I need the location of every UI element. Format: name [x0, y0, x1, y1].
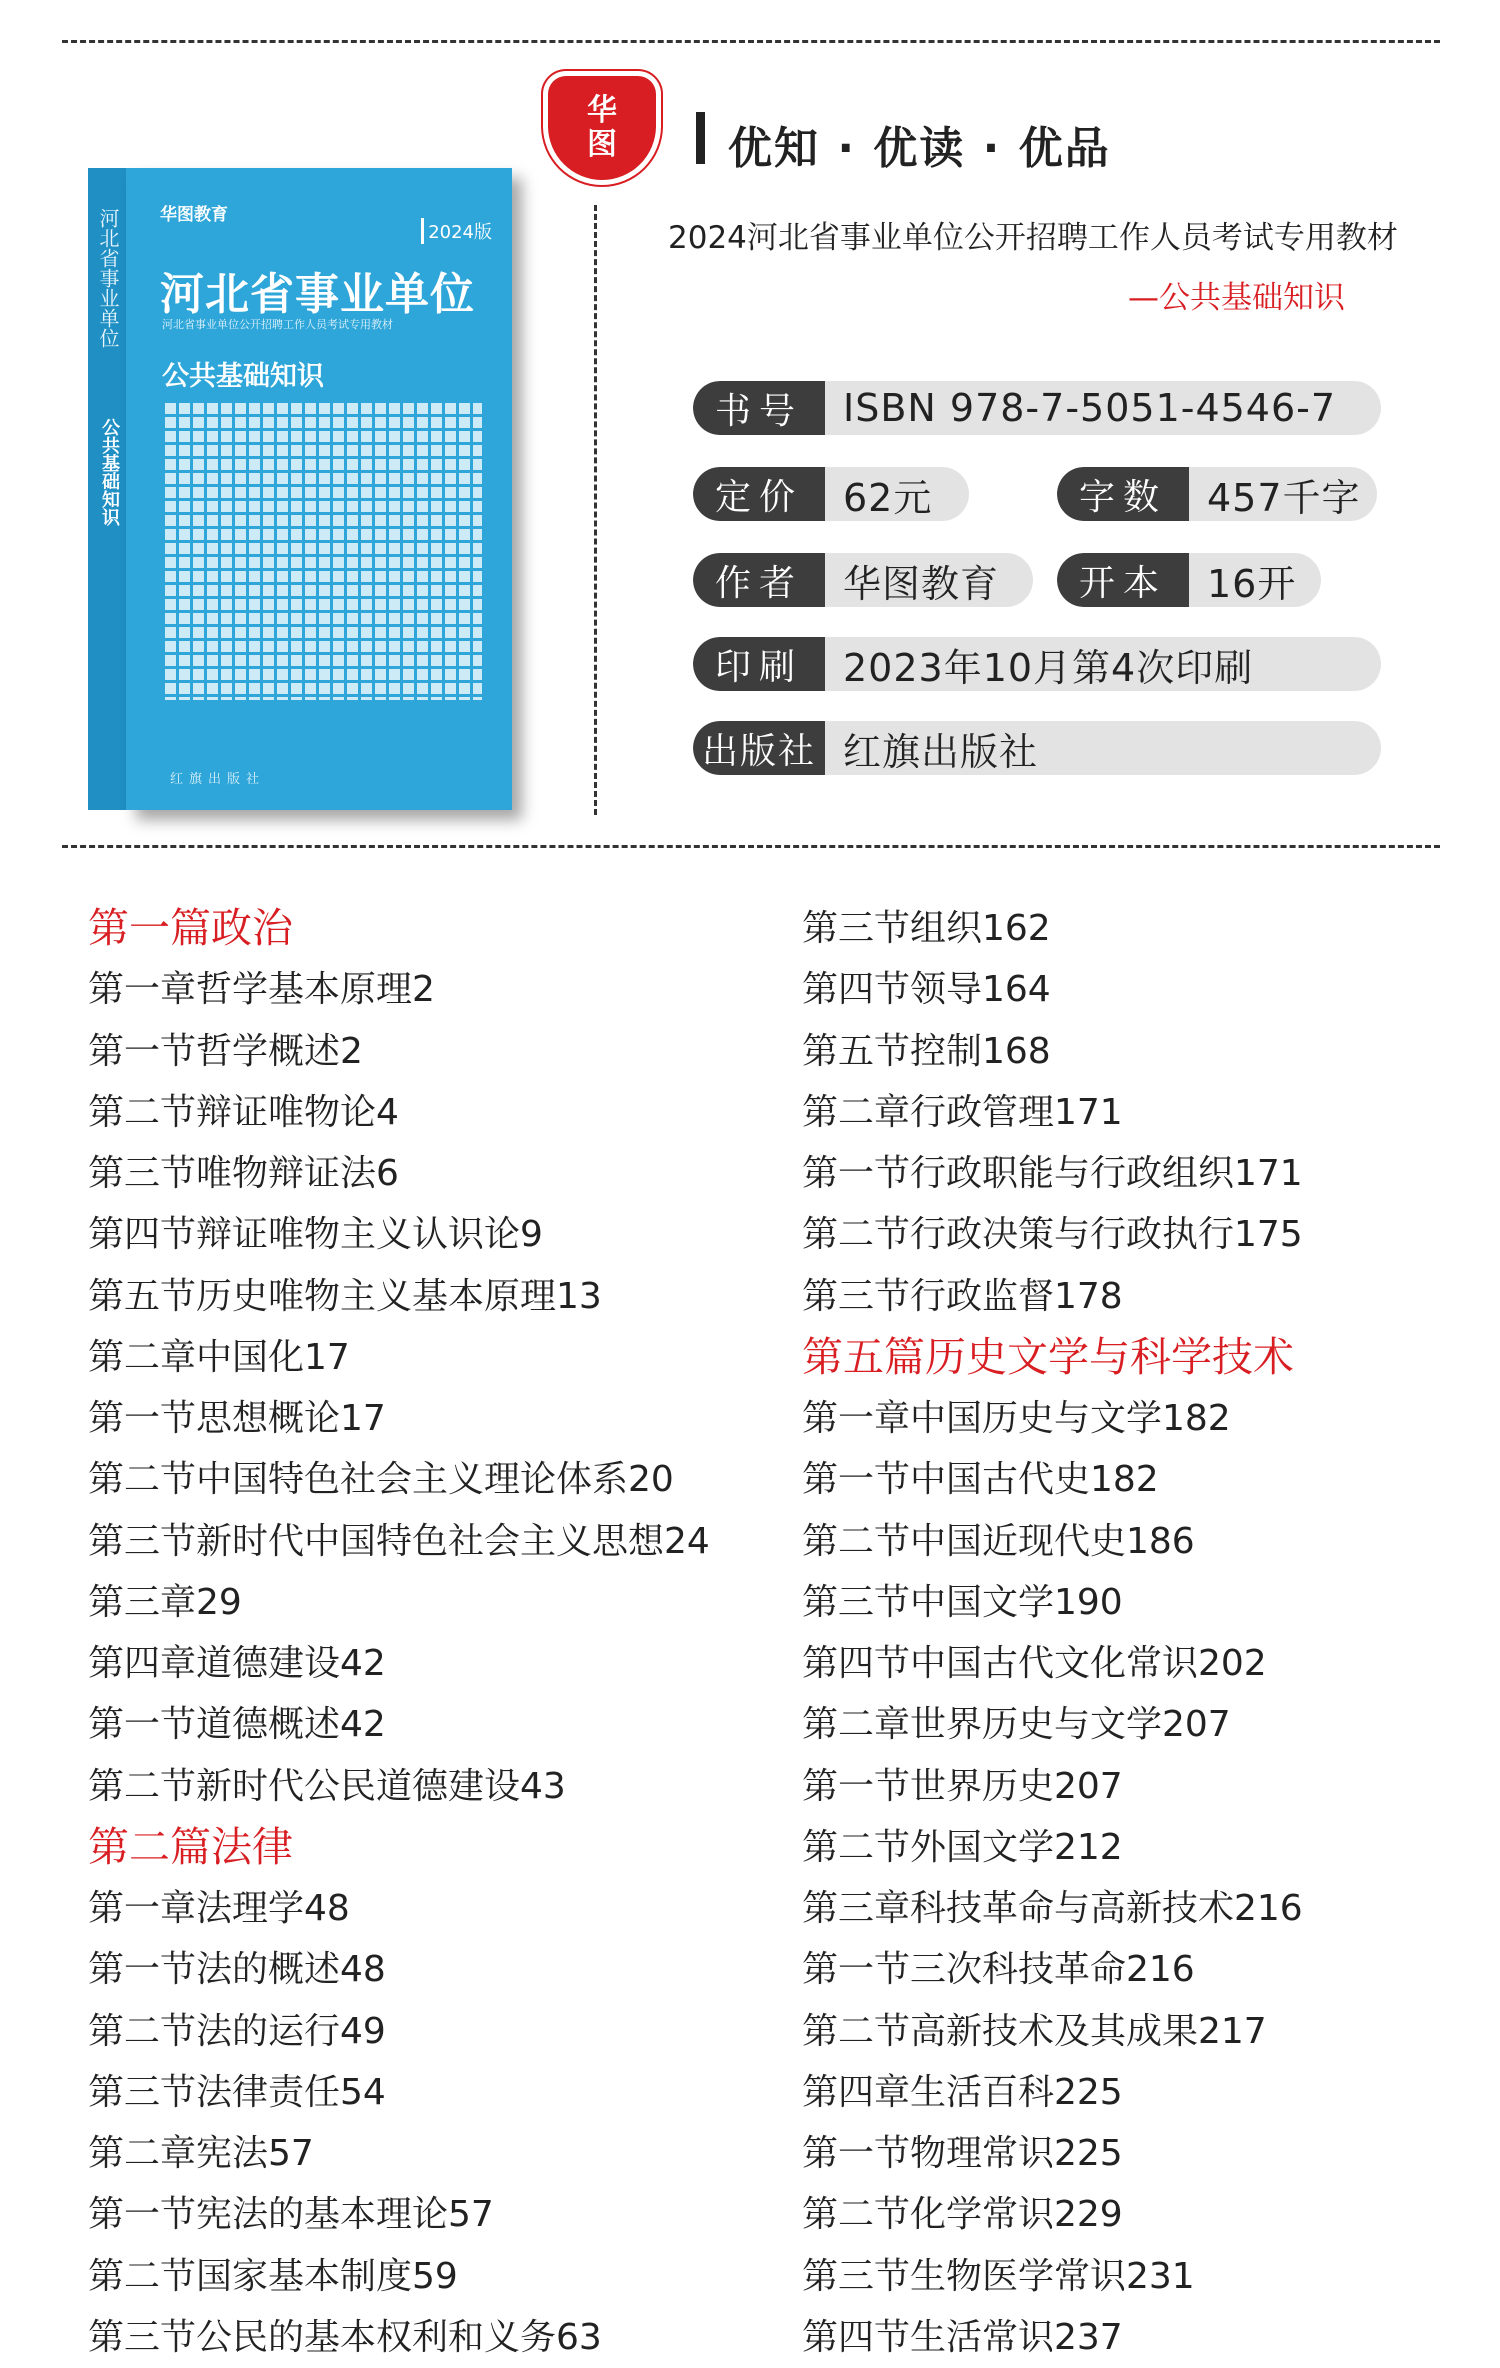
toc-entry: 第一节世界历史207	[802, 1765, 1123, 1807]
isbn-label: 书号	[693, 381, 825, 435]
publisher-value: 红旗出版社	[843, 729, 1039, 774]
words-value: 457千字	[1207, 475, 1361, 520]
badge-char-top: 华	[587, 93, 617, 128]
price-value: 62元	[843, 475, 933, 520]
toc-entry: 第二章中国化17	[88, 1336, 350, 1378]
toc-entry: 第三节中国文学190	[802, 1581, 1123, 1623]
toc-entry: 第二章世界历史与文学207	[802, 1704, 1231, 1746]
cover-year: 2024版	[421, 218, 492, 244]
toc-entry: 第五节控制168	[802, 1030, 1051, 1072]
toc-entry: 第二节新时代公民道德建设43	[88, 1765, 566, 1807]
toc-entry: 第一章法理学48	[88, 1888, 350, 1929]
toc-part-heading: 第五篇历史文学与科学技术	[802, 1332, 1294, 1381]
toc-entry: 第二节中国特色社会主义理论体系20	[88, 1459, 674, 1501]
middle-divider	[62, 845, 1440, 848]
spine-title: 河北省事业单位	[96, 208, 120, 348]
toc-entry: 第二节高新技术及其成果217	[802, 2010, 1267, 2052]
toc-entry: 第三章29	[88, 1581, 242, 1623]
author-value: 华图教育	[843, 561, 1000, 606]
words-label: 字数	[1057, 467, 1189, 521]
toc-entry: 第三节行政监督178	[802, 1275, 1123, 1317]
toc-entry: 第二章宪法57	[88, 2133, 314, 2174]
toc-entry: 第三节新时代中国特色社会主义思想24	[88, 1520, 710, 1562]
toc-entry: 第二节行政决策与行政执行175	[802, 1214, 1303, 1256]
book-title: 2024河北省事业单位公开招聘工作人员考试专用教材	[668, 220, 1398, 256]
print-pill	[693, 637, 1381, 691]
cover-subline: 河北省事业单位公开招聘工作人员考试专用教材	[162, 318, 393, 331]
isbn-pill	[693, 381, 1381, 435]
toc-right-column	[802, 898, 1303, 2368]
huatu-logo-badge	[548, 76, 656, 180]
toc-entry: 第二节法的运行49	[88, 2010, 386, 2052]
book-spine	[88, 168, 126, 810]
format-pill	[1057, 553, 1321, 607]
top-divider	[62, 40, 1440, 43]
toc-entry: 第三节唯物辩证法6	[88, 1153, 399, 1194]
price-pill	[693, 467, 969, 521]
toc-entry: 第四节辩证唯物主义认识论9	[88, 1214, 543, 1256]
toc-entry: 第二节化学常识229	[802, 2194, 1123, 2236]
toc-entry: 第一节思想概论17	[88, 1398, 386, 1439]
slogan-bar	[696, 112, 705, 164]
toc-part-heading: 第二篇法律	[88, 1822, 293, 1871]
price-label: 定价	[693, 467, 825, 521]
toc-entry: 第五节历史唯物主义基本原理13	[88, 1275, 602, 1317]
toc-entry: 第二章行政管理171	[802, 1091, 1123, 1133]
toc-entry: 第一章中国历史与文学182	[802, 1398, 1231, 1439]
publisher-label: 出版社	[693, 721, 825, 775]
toc-entry: 第二节中国近现代史186	[802, 1520, 1195, 1562]
print-label: 印刷	[693, 637, 825, 691]
toc-entry: 第三节组织162	[802, 908, 1051, 949]
toc-entry: 第三节生物医学常识231	[802, 2255, 1195, 2297]
isbn-value: ISBN 978-7-5051-4546-7	[843, 386, 1337, 430]
spine-subtitle: 公共基础知识	[99, 418, 120, 526]
toc-part-heading: 第一篇政治	[88, 904, 293, 952]
toc-entry: 第一节行政职能与行政组织171	[802, 1153, 1303, 1194]
brand-slogan: 优知 · 优读 · 优品	[728, 123, 1111, 174]
toc-entry: 第一节法的概述48	[88, 1949, 386, 1991]
toc-entry: 第一节三次科技革命216	[802, 1949, 1195, 1991]
toc-entry: 第三章科技革命与高新技术216	[802, 1888, 1303, 1929]
badge-char-bottom: 图	[587, 127, 617, 162]
cover-grid-pattern	[162, 400, 482, 700]
book-subtitle: —公共基础知识	[1128, 280, 1345, 316]
toc-entry: 第四节中国古代文化常识202	[802, 1643, 1267, 1684]
words-pill	[1057, 467, 1377, 521]
format-value: 16开	[1207, 561, 1297, 606]
toc-entry: 第一章哲学基本原理2	[88, 969, 435, 1011]
toc-entry: 第四节领导164	[802, 969, 1051, 1011]
publisher-pill	[693, 721, 1381, 775]
toc-entry: 第一节道德概述42	[88, 1704, 386, 1746]
toc-entry: 第四章道德建设42	[88, 1643, 386, 1684]
format-label: 开本	[1057, 553, 1189, 607]
toc-entry: 第三节公民的基本权利和义务63	[88, 2316, 602, 2358]
book-front	[126, 168, 512, 810]
toc-entry: 第四章生活百科225	[802, 2071, 1123, 2113]
vertical-divider	[594, 205, 597, 815]
toc-entry: 第三节法律责任54	[88, 2071, 386, 2113]
cover-brand: 华图教育	[160, 205, 228, 225]
toc-entry: 第一节物理常识225	[802, 2133, 1123, 2174]
author-label: 作者	[693, 553, 825, 607]
cover-title: 河北省事业单位	[160, 269, 475, 320]
toc-entry: 第一节哲学概述2	[88, 1030, 363, 1072]
author-pill	[693, 553, 1033, 607]
toc-entry: 第一节宪法的基本理论57	[88, 2194, 494, 2236]
toc-entry: 第四节生活常识237	[802, 2316, 1123, 2358]
print-value: 2023年10月第4次印刷	[843, 645, 1254, 690]
cover-publisher: 红旗出版社	[170, 772, 266, 787]
cover-subtitle: 公共基础知识	[162, 361, 324, 392]
book-cover-image	[88, 168, 512, 810]
toc-entry: 第二节外国文学212	[802, 1826, 1123, 1868]
toc-left-column	[88, 898, 710, 2368]
toc-entry: 第二节辩证唯物论4	[88, 1091, 399, 1133]
toc-entry: 第一节中国古代史182	[802, 1459, 1159, 1501]
toc-entry: 第二节国家基本制度59	[88, 2255, 458, 2297]
